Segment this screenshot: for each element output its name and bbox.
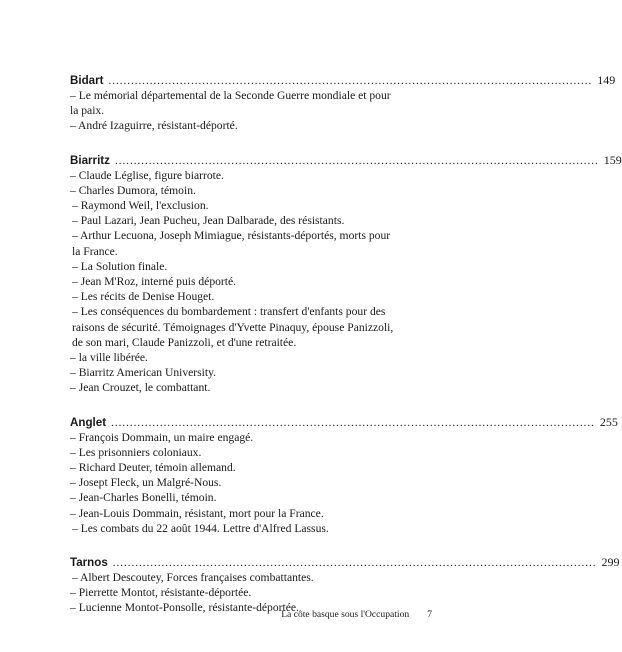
list-item: – Arthur Lecuona, Joseph Mimiague, résistants-déportés, morts pour la France. <box>72 229 391 258</box>
section-title: Anglet <box>70 415 107 429</box>
section-title: Biarritz <box>70 153 110 167</box>
list-item: – Les prisonniers coloniaux. <box>70 445 202 459</box>
toc-section-anglet <box>70 414 618 536</box>
list-item: – André Izaguirre, résistant-déporté. <box>70 119 238 133</box>
list-item: – Jean M'Roz, interné puis déporté. <box>72 275 237 289</box>
list-item: – Lucienne Montot-Ponsolle, résistante-déportée. <box>70 601 299 615</box>
list-item: – Paul Lazari, Jean Pucheu, Jean Dalbarade, des résistants. <box>72 214 345 228</box>
section-title: Tarnos <box>70 556 108 570</box>
list-item: – la ville libérée. <box>70 351 148 365</box>
dot-leader: ................................................................................................................................. <box>114 154 599 167</box>
list-item: – Jean-Louis Dommain, résistant, mort pour la France. <box>70 506 324 520</box>
list-item: – Biarritz American University. <box>70 366 217 380</box>
list-item: – Claude Léglise, figure biarrote. <box>70 168 224 182</box>
toc-section-tarnos <box>70 554 620 616</box>
dot-leader: ................................................................................................................................. <box>111 416 595 429</box>
page-footer <box>281 609 432 620</box>
page-number: 7 <box>427 609 432 620</box>
list-item: – Le mémorial départemental de la Seconde Guerre mondiale et pour la paix. <box>70 89 391 118</box>
dot-leader: ................................................................................................................................. <box>112 557 597 570</box>
section-title: Bidart <box>70 74 104 87</box>
section-heading <box>70 72 616 88</box>
entry-list <box>70 430 396 536</box>
dot-leader: ................................................................................................................................. <box>108 75 593 87</box>
list-item: – Josept Fleck, un Malgré-Nous. <box>70 476 222 490</box>
toc-section-bidart <box>70 72 616 134</box>
list-item: – Richard Deuter, témoin allemand. <box>70 461 236 475</box>
section-heading <box>70 414 618 430</box>
section-heading <box>70 554 620 570</box>
section-heading <box>70 152 622 168</box>
list-item: – Charles Dumora, témoin. <box>70 183 196 197</box>
toc-section-biarritz <box>70 152 622 396</box>
list-item: – Les combats du 22 août 1944. Lettre d'Alfred Lassus. <box>72 521 329 535</box>
list-item: – Jean Crouzet, le combattant. <box>70 381 211 395</box>
section-page-number: 255 <box>599 414 618 429</box>
list-item: – François Dommain, un maire engagé. <box>70 430 254 444</box>
list-item: – Albert Descoutey, Forces françaises combattantes. <box>72 571 314 585</box>
list-item: – La Solution finale. <box>72 259 168 273</box>
table-of-contents <box>70 72 622 634</box>
entry-list <box>70 88 396 134</box>
entry-list <box>70 168 396 396</box>
list-item: – Raymond Weil, l'exclusion. <box>72 199 209 213</box>
section-page-number: 299 <box>601 555 620 570</box>
list-item: – Les récits de Denise Houget. <box>72 290 215 304</box>
section-page-number: 149 <box>597 73 616 87</box>
list-item: – Les conséquences du bombardement : transfert d'enfants pour des raisons de sécurité. Témoignages d'Yvette Pinaquy, épouse Panizzoli, de son mari, Claude Panizzoli, et d'une retraitée. <box>72 305 394 349</box>
running-title: La côte basque sous l'Occupation <box>281 609 410 620</box>
list-item: – Jean-Charles Bonelli, témoin. <box>70 491 217 505</box>
section-page-number: 159 <box>603 152 622 167</box>
list-item: – Pierrette Montot, résistante-déportée. <box>70 586 252 600</box>
